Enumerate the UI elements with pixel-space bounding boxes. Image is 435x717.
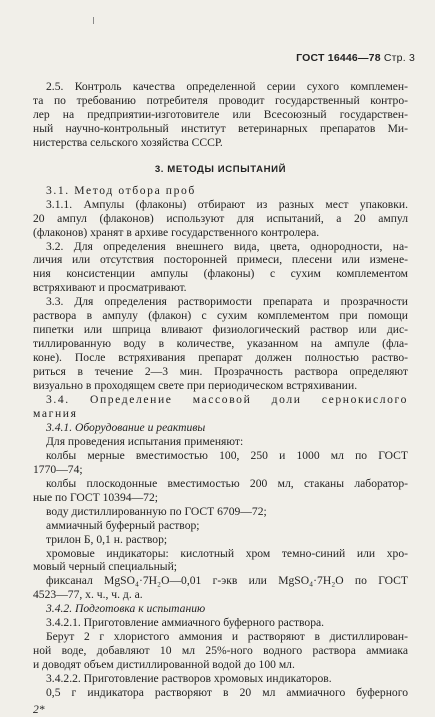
text-line: риться в течение 2—3 мин. Прозрачность раствора определяют (33, 365, 408, 379)
equipment-title: 3.4.1. Оборудование и реактивы (46, 420, 206, 434)
text-line: ния консистенции ампулы (флаконы) с сухим комплементом (33, 267, 408, 281)
text-line: 3.2. Для определения внешнего вида, цвета, однородности, на- (46, 239, 408, 253)
page-header (296, 52, 415, 64)
text-line: ный научно-контрольный институт ветеринарных препаратов Ми- (33, 121, 408, 135)
text-line: визуально в проходящем свете при периодическом встряхивании. (33, 379, 358, 393)
text-line: раствора в ампулу (флакон) с сухим комплементом при помощи (33, 309, 408, 323)
text-line: та по требованию потребителя проводит государственный контрo- (33, 93, 408, 107)
subsection-title-3-1: 3.1. Метод отбора проб (46, 183, 196, 197)
paragraph-2-5 (33, 80, 408, 150)
text-line: Для проведения испытания применяют: (46, 434, 244, 448)
list-item: хромовые индикаторы: кислотный хром темно-синий или хро- (46, 546, 408, 560)
text-line: встряхивают и просматривают. (33, 281, 187, 295)
text-line: коне). После встряхивания препарат должен полностью раство- (33, 351, 408, 365)
text-line: 3.1.1. Ампулы (флаконы) отбирают из разных мест упаковки. (46, 197, 408, 211)
text-line: пипетки или шприца вливают физиологический раствор или дис- (33, 323, 408, 337)
text-line: личия или отсутствия посторонней примеси, плесени или измене- (33, 253, 408, 267)
section-title: 3. МЕТОДЫ ИСПЫТАНИЙ (154, 163, 287, 175)
list-item: 1770—74; (33, 462, 83, 476)
list-item: колбы плоскодонные вместимостью 200 мл, стаканы лаборатор- (46, 476, 408, 490)
text-line: нистерства сельского хозяйства СССР. (33, 135, 223, 149)
list-item: воду дистиллированную по ГОСТ 6709—72; (46, 504, 267, 518)
text-line: 3.4.2.2. Приготовление растворов хромовых индикаторов. (46, 672, 332, 686)
list-item: 4523—77, х. ч., ч. д. а. (33, 588, 143, 602)
text-line: тиллированную воду в количестве, указанном на ампуле (фла- (33, 337, 408, 351)
text-line: лер на предприятии-изготовителе или Всесоюзный государствен- (33, 107, 408, 121)
text-line: 2.5. Контроль качества определенной серии сухого комплемен- (46, 80, 408, 93)
text-line: 0,5 г индикатора растворяют в 20 мл аммиачного буферного (46, 686, 408, 700)
footer-mark: 2* (33, 702, 45, 716)
list-item: колбы мерные вместимостью 100, 250 и 1000 мл по ГОСТ (46, 448, 408, 462)
equipment-heading (33, 421, 408, 435)
list-item: ные по ГОСТ 10394—72; (33, 490, 158, 504)
list-item: аммиачный буферный раствор; (46, 518, 200, 532)
text-line: Берут 2 г хлористого аммония и растворяют в дистиллирован- (46, 630, 408, 644)
scan-mark (93, 17, 94, 24)
preparation-title: 3.4.2. Подготовка к испытанию (46, 602, 206, 616)
subsection-title-3-4-cont: магния (33, 406, 78, 420)
list-item: мовый черный специальный; (33, 560, 178, 574)
page-number: Стр. 3 (383, 52, 415, 64)
list-item: фиксанал MgSO₄·7H₂O—0,01 г-экв или MgSO₄·7H₂O по ГОСТ (46, 574, 408, 588)
text-line: ной воде, добавляют 10 мл 25%-ного водного раствора аммиака (33, 644, 408, 658)
body-text (33, 80, 408, 717)
standard-number: ГОСТ 16446—78 (296, 52, 381, 64)
list-item: трилон Б, 0,1 н. раствор; (46, 532, 168, 546)
text-line: 20 ампул (флаконов) используют для испытаний, а 20 ампул (33, 211, 408, 225)
text-line: (флаконов) хранят в архиве государственного контролера. (33, 225, 320, 239)
text-line: 3.4.2.1. Приготовление аммиачного буферного раствора. (46, 616, 325, 630)
text-line: 3.3. Для определения растворимости препарата и прозрачности (46, 295, 408, 309)
subsection-title-3-4: 3.4. Определение массовой доли сернокислого (46, 393, 408, 407)
text-line: и доводят объем дистиллированной водой до 100 мл. (33, 658, 295, 672)
